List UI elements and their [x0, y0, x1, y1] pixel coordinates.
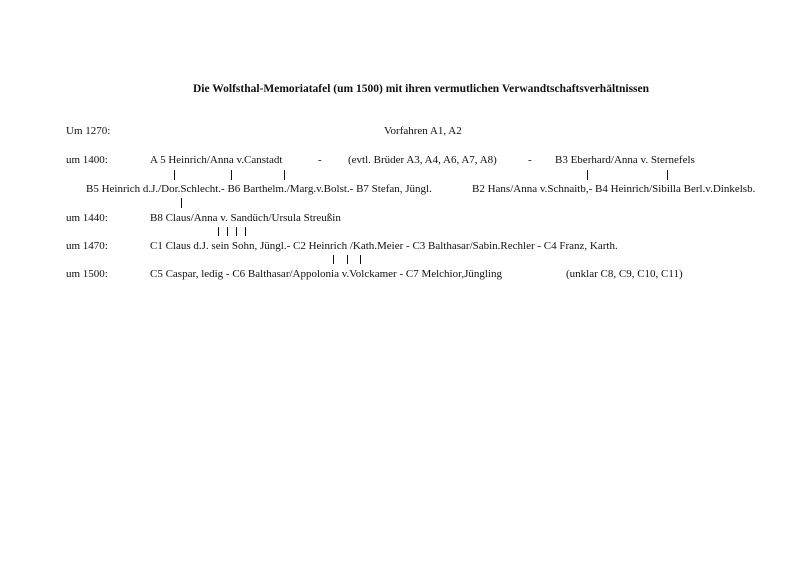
- descent-connector: [587, 170, 588, 180]
- descent-connector: [227, 227, 228, 236]
- document-title: Die Wolfsthal-Memoriatafel (um 1500) mit ihren vermutlichen Verwandtschaftsverhältnissen: [193, 83, 650, 95]
- descent-connector: [245, 227, 246, 236]
- descent-connector: [236, 227, 237, 236]
- descent-connector: [218, 227, 219, 236]
- descent-connector: [284, 170, 285, 180]
- descent-connector: [347, 255, 348, 264]
- entry-unclear: (unklar C8, C9, C10, C11): [566, 268, 683, 280]
- descent-connector: [333, 255, 334, 264]
- entry-vorfahren: Vorfahren A1, A2: [384, 125, 462, 137]
- descent-connector: [667, 170, 668, 180]
- row-label-1500: um 1500:: [66, 268, 108, 280]
- entries-c5-c7: C5 Caspar, ledig - C6 Balthasar/Appolonia v.Volckamer - C7 Melchior,Jüngling: [150, 268, 502, 280]
- entry-b3: B3 Eberhard/Anna v. Sternefels: [555, 154, 695, 166]
- entry-a5: A 5 Heinrich/Anna v.Canstadt: [150, 154, 283, 166]
- entries-b5-b6-b7: B5 Heinrich d.J./Dor.Schlecht.- B6 Barthelm./Marg.v.Bolst.- B7 Stefan, Jüngl.: [86, 183, 432, 195]
- entry-brueder: (evtl. Brüder A3, A4, A6, A7, A8): [348, 154, 497, 166]
- entry-b8: B8 Claus/Anna v. Sandüch/Ursula Streußin: [150, 212, 341, 224]
- descent-connector: [174, 170, 175, 180]
- separator-dash: -: [318, 154, 322, 166]
- row-label-1470: um 1470:: [66, 240, 108, 252]
- separator-dash: -: [528, 154, 532, 166]
- row-label-1400: um 1400:: [66, 154, 108, 166]
- descent-connector: [181, 198, 182, 208]
- row-label-1270: Um 1270:: [66, 125, 111, 137]
- entries-c1-c4: C1 Claus d.J. sein Sohn, Jüngl.- C2 Heinrich /Kath.Meier - C3 Balthasar/Sabin.Rechler - C4 Franz, Karth.: [150, 240, 618, 252]
- row-label-1440: um 1440:: [66, 212, 108, 224]
- entries-b2-b4: B2 Hans/Anna v.Schnaitb,- B4 Heinrich/Sibilla Berl.v.Dinkelsb.: [472, 183, 756, 195]
- descent-connector: [231, 170, 232, 180]
- descent-connector: [360, 255, 361, 264]
